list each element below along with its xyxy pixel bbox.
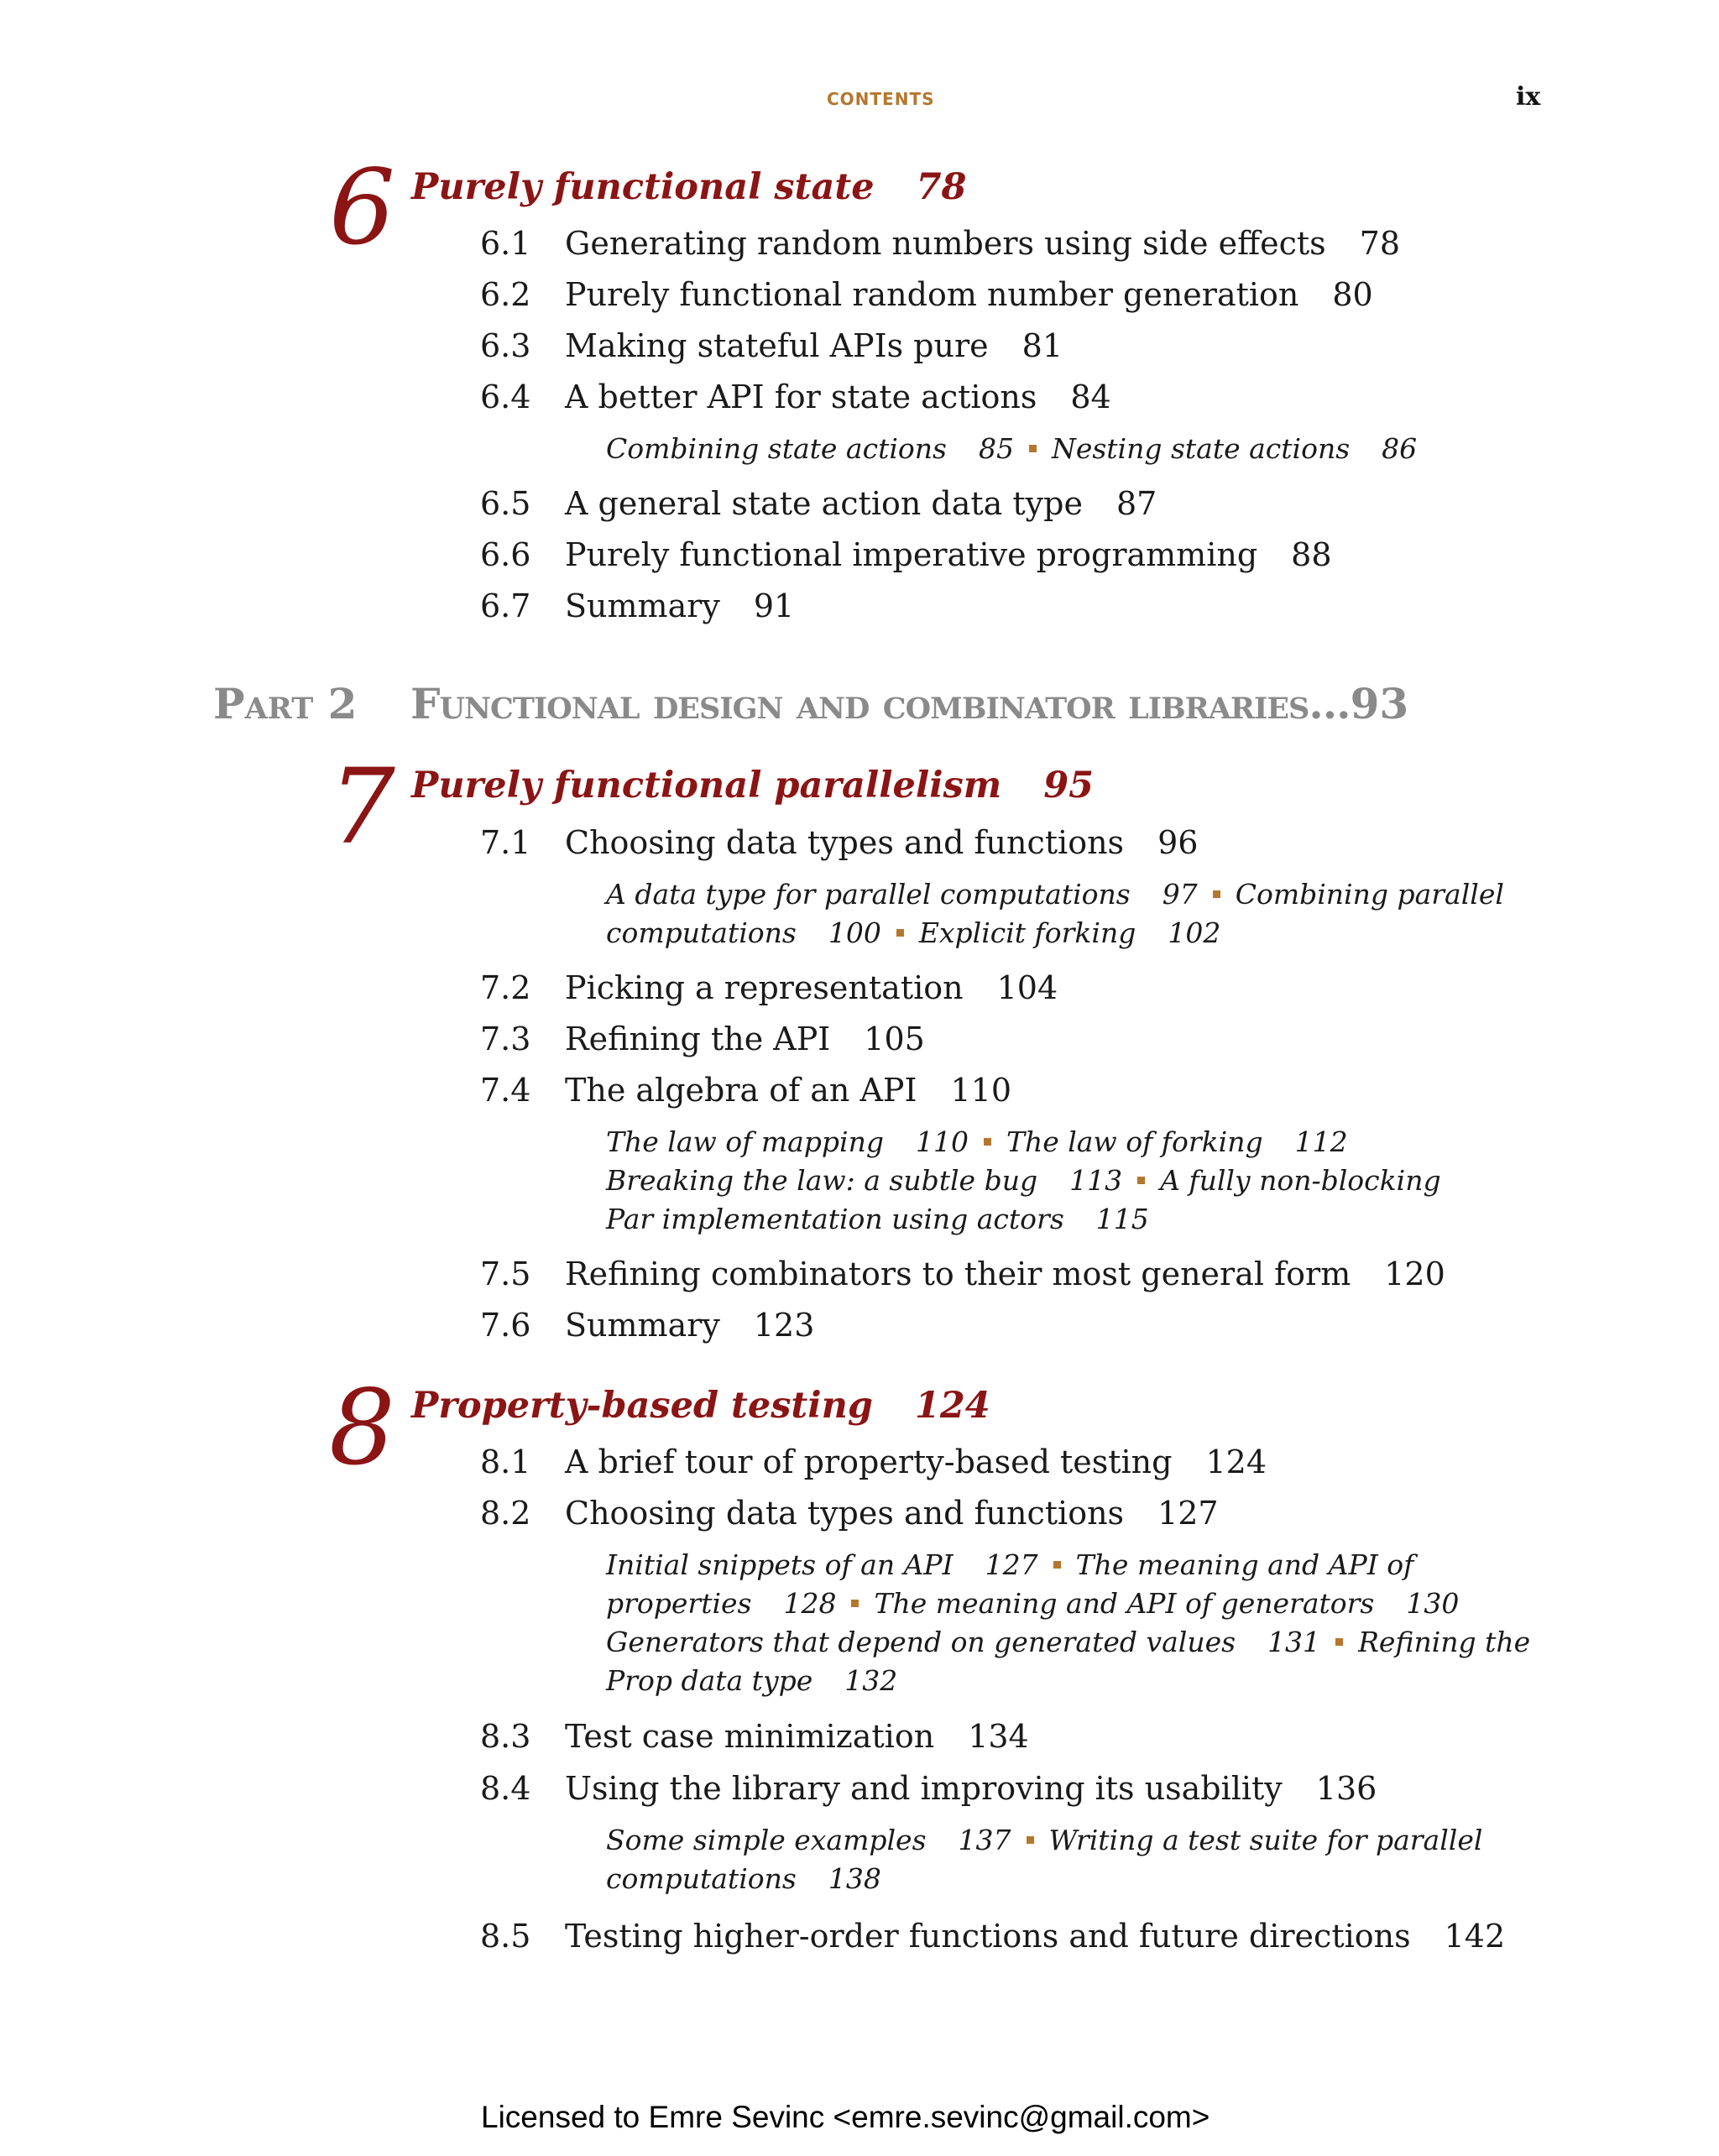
section-page: 96 xyxy=(1157,824,1199,861)
part-page: 93 xyxy=(1350,679,1409,728)
section-title: Summary xyxy=(565,587,720,624)
bullet-separator xyxy=(1137,1177,1145,1184)
section-title: Choosing data types and functions xyxy=(565,1495,1125,1532)
bullet-separator xyxy=(1335,1638,1343,1646)
section-page: 84 xyxy=(1070,378,1111,415)
section-title: Refining combinators to their most general form xyxy=(565,1255,1351,1292)
subsection-page: 137 xyxy=(958,1824,1011,1856)
section-title: A brief tour of property-based testing xyxy=(565,1443,1173,1480)
section-page: 91 xyxy=(753,587,795,624)
subsection-title[interactable]: A data type for parallel computations xyxy=(606,878,1131,911)
section-page: 134 xyxy=(968,1718,1029,1755)
running-head: CONTENTS xyxy=(827,89,935,109)
subsection-page: 127 xyxy=(985,1548,1038,1581)
license-footer: Licensed to Emre Sevinc <emre.sevinc@gmail.com> xyxy=(481,2100,1210,2134)
subsection-line xyxy=(606,1860,1482,1898)
part-2-heading[interactable] xyxy=(213,679,1539,728)
subsection-list-7-1 xyxy=(606,875,1504,953)
section-page: 110 xyxy=(950,1072,1012,1109)
subsection-page: 102 xyxy=(1168,916,1221,949)
subsection-title[interactable]: A fully non-blocking xyxy=(1160,1164,1441,1197)
subsection-page: 131 xyxy=(1267,1626,1321,1658)
section-title: Generating random numbers using side effects xyxy=(565,225,1326,262)
subsection-list-7-4 xyxy=(606,1123,1441,1239)
subsection-line xyxy=(606,1662,1530,1700)
subsection-line xyxy=(606,914,1504,953)
chapter-7-numeral: 7 xyxy=(329,747,392,868)
chapter-8-title[interactable] xyxy=(411,1385,990,1427)
chapter-6-page: 78 xyxy=(916,166,967,208)
subsection-line xyxy=(606,1200,1441,1239)
section-number: 7.3 xyxy=(480,1021,531,1057)
section-number: 7.2 xyxy=(480,969,531,1006)
subsection-page: 138 xyxy=(828,1862,881,1895)
subsection-line xyxy=(606,430,1417,468)
subsection-title[interactable]: computations xyxy=(606,916,797,949)
section-title: Testing higher-order functions and future directions xyxy=(565,1918,1411,1955)
subsection-line xyxy=(606,1584,1530,1623)
section-title: Using the library and improving its usability xyxy=(565,1770,1283,1807)
section-number: 8.5 xyxy=(480,1918,531,1955)
chapter-7-title[interactable] xyxy=(411,765,1094,807)
section-page: 78 xyxy=(1359,225,1401,262)
section-page: 127 xyxy=(1157,1495,1219,1532)
chapter-8-numeral: 8 xyxy=(329,1368,392,1489)
subsection-title[interactable]: Initial snippets of an API xyxy=(606,1548,954,1581)
subsection-title[interactable]: The law of mapping xyxy=(606,1125,884,1158)
section-title: Summary xyxy=(565,1307,720,1344)
section-title: A general state action data type xyxy=(565,485,1083,522)
subsection-line xyxy=(606,1123,1441,1162)
subsection-page: 130 xyxy=(1406,1587,1460,1620)
part-label: Part 2 xyxy=(213,679,358,728)
subsection-page: 100 xyxy=(828,916,881,949)
section-number: 6.2 xyxy=(480,276,531,313)
section-title: Choosing data types and functions xyxy=(565,824,1125,861)
subsection-page: 113 xyxy=(1069,1164,1123,1197)
subsection-title[interactable]: computations xyxy=(606,1862,797,1895)
subsection-page: 112 xyxy=(1294,1125,1348,1158)
section-number: 7.4 xyxy=(480,1072,531,1109)
chapter-6-title-text: Purely functional state xyxy=(411,166,875,208)
subsection-page: 85 xyxy=(978,432,1014,465)
part-title: Functional design and combinator libraries xyxy=(410,679,1309,728)
section-page: 120 xyxy=(1384,1255,1445,1292)
chapter-8-title-text: Property-based testing xyxy=(411,1385,873,1427)
subsection-title[interactable]: Par implementation using actors xyxy=(606,1203,1064,1235)
section-title: Refining the API xyxy=(565,1021,831,1057)
subsection-line xyxy=(606,1546,1530,1584)
subsection-title[interactable]: Writing a test suite for parallel xyxy=(1048,1824,1483,1856)
section-number: 8.2 xyxy=(480,1495,531,1532)
subsection-title[interactable]: The meaning and API of generators xyxy=(874,1587,1375,1620)
subsection-list-8-4 xyxy=(606,1821,1482,1898)
bullet-separator xyxy=(1027,1836,1034,1844)
subsection-title[interactable]: The law of forking xyxy=(1006,1125,1263,1158)
subsection-title[interactable]: Explicit forking xyxy=(918,916,1136,949)
section-title: Test case minimization xyxy=(565,1718,935,1755)
section-page: 81 xyxy=(1021,327,1063,364)
subsection-title[interactable]: Refining the xyxy=(1358,1626,1531,1658)
section-number: 6.6 xyxy=(480,536,531,573)
section-number: 8.3 xyxy=(480,1718,531,1755)
subsection-title[interactable]: Generators that depend on generated values xyxy=(606,1626,1236,1658)
subsection-title[interactable]: Breaking the law: a subtle bug xyxy=(606,1164,1038,1197)
subsection-page: 132 xyxy=(844,1664,898,1697)
subsection-title[interactable]: Prop data type xyxy=(606,1664,813,1697)
section-number: 6.3 xyxy=(480,327,531,364)
subsection-title[interactable]: The meaning and API of xyxy=(1075,1548,1414,1581)
section-number: 6.7 xyxy=(480,587,531,624)
page-number: ix xyxy=(1516,82,1541,112)
section-page: 124 xyxy=(1205,1443,1267,1480)
subsection-page: 97 xyxy=(1162,878,1198,911)
section-page: 87 xyxy=(1116,485,1157,522)
section-page: 142 xyxy=(1444,1918,1506,1955)
part-leader-dots: ... xyxy=(1309,679,1351,728)
section-number: 8.4 xyxy=(480,1770,531,1807)
subsection-page: 86 xyxy=(1382,432,1418,465)
section-page: 105 xyxy=(864,1021,925,1057)
section-title: A better API for state actions xyxy=(565,378,1037,415)
section-page: 104 xyxy=(996,969,1058,1006)
section-number: 6.5 xyxy=(480,485,531,522)
subsection-list-8-2 xyxy=(606,1546,1530,1700)
subsection-page: 110 xyxy=(915,1125,969,1158)
section-number: 6.1 xyxy=(480,225,531,262)
section-title: Picking a representation xyxy=(565,969,964,1006)
section-page: 123 xyxy=(753,1307,815,1344)
subsection-line xyxy=(606,1162,1441,1200)
subsection-title[interactable]: Some simple examples xyxy=(606,1824,927,1856)
bullet-separator xyxy=(1029,445,1037,452)
section-number: 7.6 xyxy=(480,1307,531,1344)
chapter-7-page: 95 xyxy=(1043,765,1095,807)
section-number: 6.4 xyxy=(480,378,531,415)
subsection-line xyxy=(606,875,1504,914)
bullet-separator xyxy=(984,1138,991,1146)
chapter-6-title[interactable] xyxy=(411,166,966,208)
section-page: 88 xyxy=(1291,536,1332,573)
subsection-list-6-4 xyxy=(606,430,1417,468)
subsection-line xyxy=(606,1821,1482,1860)
section-number: 8.1 xyxy=(480,1443,531,1480)
section-number: 7.5 xyxy=(480,1255,531,1292)
bullet-separator xyxy=(896,929,904,937)
subsection-line xyxy=(606,1623,1530,1662)
section-page: 80 xyxy=(1332,276,1373,313)
bullet-separator xyxy=(851,1600,859,1607)
section-title: Purely functional random number generation xyxy=(565,276,1299,313)
subsection-title[interactable]: Nesting state actions xyxy=(1051,432,1351,465)
subsection-page: 128 xyxy=(783,1587,837,1620)
bullet-separator xyxy=(1213,890,1220,898)
chapter-7-title-text: Purely functional parallelism xyxy=(411,765,1002,807)
subsection-title[interactable]: Combining parallel xyxy=(1235,878,1504,911)
section-title: Purely functional imperative programming xyxy=(565,536,1258,573)
section-title: Making stateful APIs pure xyxy=(565,327,989,364)
subsection-title[interactable]: properties xyxy=(606,1587,752,1620)
section-title: The algebra of an API xyxy=(565,1072,917,1109)
bullet-separator xyxy=(1053,1561,1061,1569)
chapter-6-numeral: 6 xyxy=(329,148,392,269)
subsection-page: 115 xyxy=(1095,1203,1149,1235)
subsection-title[interactable]: Combining state actions xyxy=(606,432,947,465)
chapter-8-page: 124 xyxy=(914,1385,990,1427)
section-number: 7.1 xyxy=(480,824,531,861)
section-page: 136 xyxy=(1315,1770,1377,1807)
